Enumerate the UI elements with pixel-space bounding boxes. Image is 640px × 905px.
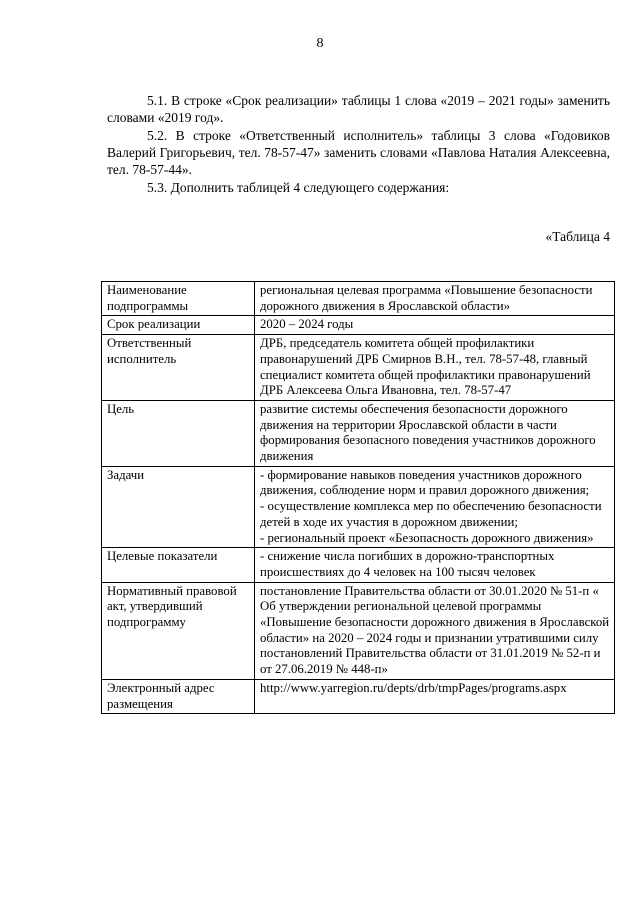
table-row <box>102 679 615 713</box>
amendment-paragraphs <box>107 92 610 196</box>
row-value: - снижение числа погибших в дорожно-транспортных происшествиях до 4 человек на 100 тысяч человек <box>255 548 615 582</box>
table-row <box>102 582 615 679</box>
table-row <box>102 466 615 548</box>
row-label: Целевые показатели <box>102 548 255 582</box>
table-row <box>102 548 615 582</box>
row-label: Срок реализации <box>102 316 255 335</box>
row-value: ДРБ, председатель комитета общей профилактики правонарушений ДРБ Смирнов В.Н., тел. 78-57-48, главный специалист комитета общей профилактики правонарушений ДРБ Алексеева Ольга Ивановна, тел. 78-57-47 <box>255 335 615 401</box>
table-row <box>102 316 615 335</box>
paragraph-5-1: 5.1. В строке «Срок реализации» таблицы 1 слова «2019 – 2021 годы» заменить словами «2019 год». <box>107 93 610 125</box>
row-label: Электронный адрес размещения <box>102 679 255 713</box>
row-label: Ответственный исполнитель <box>102 335 255 401</box>
row-value: 2020 – 2024 годы <box>255 316 615 335</box>
row-value: развитие системы обеспечения безопасности дорожного движения на территории Ярославской области в части формирования безопасного поведения участников дорожного движения <box>255 400 615 466</box>
table-row <box>102 400 615 466</box>
row-label: Задачи <box>102 466 255 548</box>
row-label: Наименование подпрограммы <box>102 282 255 316</box>
subprogram-table <box>101 281 615 714</box>
table-row <box>102 282 615 316</box>
row-value: http://www.yarregion.ru/depts/drb/tmpPages/programs.aspx <box>255 679 615 713</box>
row-value: региональная целевая программа «Повышение безопасности дорожного движения в Ярославской области» <box>255 282 615 316</box>
page-number: 8 <box>316 36 324 51</box>
row-label: Цель <box>102 400 255 466</box>
table-row <box>102 335 615 401</box>
table-caption: «Таблица 4 <box>545 229 610 244</box>
paragraph-5-3: 5.3. Дополнить таблицей 4 следующего содержания: <box>147 180 450 195</box>
row-value: постановление Правительства области от 30.01.2020 № 51-п « Об утверждении региональной целевой программы «Повышение безопасности дорожного движения в Ярославской области» на 2020 – 2024 годы и признании утратившими силу постановлений Правительства области от 31.01.2019 № 52-п и от 27.06.2019 № 448-п» <box>255 582 615 679</box>
paragraph-5-2: 5.2. В строке «Ответственный исполнитель» таблицы 3 слова «Годовиков Валерий Григорьевич, тел. 78-57-47» заменить словами «Павлова Наталия Алексеевна, тел. 78-57-44». <box>107 128 610 177</box>
row-value: - формирование навыков поведения участников дорожного движения, соблюдение норм и правил дорожного движения; - осуществление комплекса мер по обеспечению безопасности детей в ходе их участия в дорожном движении; - региональный проект «Безопасность дорожного движения» <box>255 466 615 548</box>
row-label: Нормативный правовой акт, утвердивший подпрограмму <box>102 582 255 679</box>
